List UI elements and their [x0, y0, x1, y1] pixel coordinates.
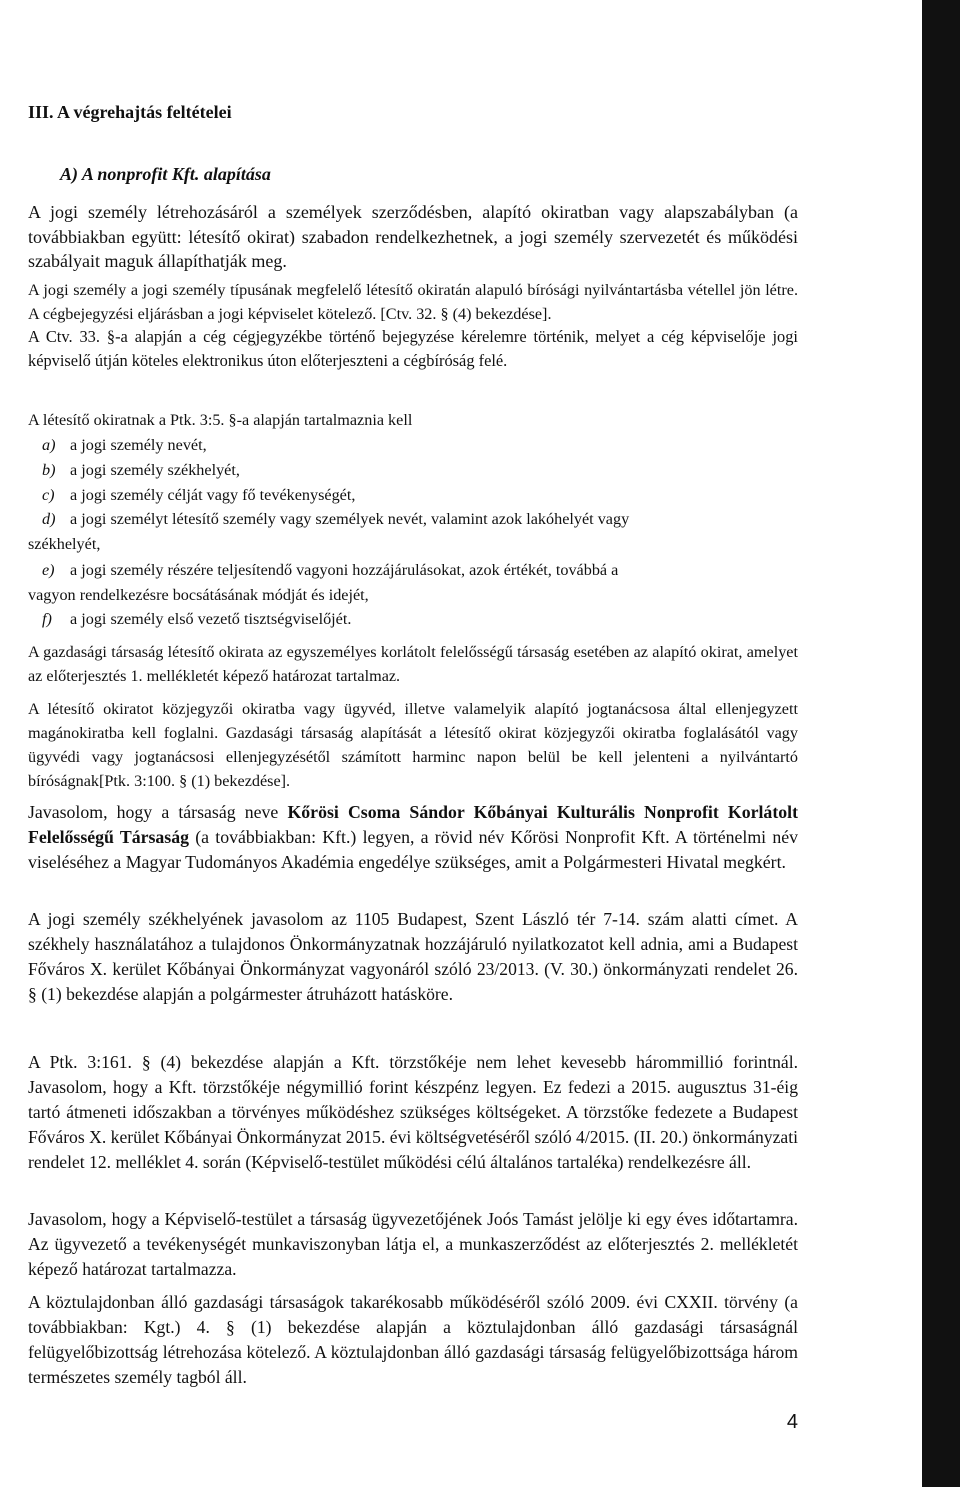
paragraph-legal-person-creation: A jogi személy létrehozásáról a személyek szerződésben, alapító okiratban vagy alapszabályban (a továbbiakban együtt: létesítő okirat) szabadon rendelkezhetnek, a jogi személy szervezetét és működési szabályait maguk állapíthatják meg. — [28, 202, 798, 271]
company-name-rest: (a továbbiakban: Kft.) legyen, a rövid név Kőrösi Nonprofit Kft. A történelmi név viseléséhez a Magyar Tudományos Akadémia engedélye szükséges, amit a Polgármesteri Hivatal megkért. — [28, 827, 798, 872]
list-item — [42, 558, 618, 582]
list-item-text: a jogi személy székhelyét, — [70, 461, 240, 479]
paragraph-ctv-33: A Ctv. 33. §-a alapján a cég cégjegyzékbe történő bejegyzése kérelemre történik, melyet a cég képviselője jogi képviselő útján köteles elektronikus úton előterjeszteni a cégbíróság felé. — [28, 327, 798, 370]
scan-edge-bar — [922, 0, 960, 1487]
list-item-continuation: vagyon rendelkezésre bocsátásának módját és idejét, — [28, 586, 369, 604]
list-item — [42, 607, 351, 631]
paragraph-share-capital: A Ptk. 3:161. § (4) bekezdése alapján a Kft. törzstőkéje nem lehet kevesebb hárommillió forintnál. Javasolom, hogy a Kft. törzstőkéje négymillió forint készpénz legyen. Ez fedezi a 2015. augusztus 31-éig tartó átmeneti időszakban a törvényes működéshez szükséges költségeket. A törzstőke fedezete a Budapest Főváros X. kerület Kőbányai Önkormányzat 2015. évi költségvetéséről szóló 4/2015. (II. 20.) önkormányzati rendelet 12. melléklet 4. során (Képviselő-testület működési célú általános tartaléka) rendelkezésre áll. — [28, 1052, 798, 1172]
list-item-label: e) — [42, 561, 55, 579]
paragraph-ptk-3-5: A létesítő okiratnak a Ptk. 3:5. §-a alapján tartalmaznia kell — [28, 411, 413, 429]
list-item-label: d) — [42, 510, 56, 528]
paragraph-company-name — [28, 800, 798, 875]
section-heading: III. A végrehajtás feltételei — [28, 102, 232, 122]
list-item-text: a jogi személy első vezető tisztségviselőjét. — [70, 610, 352, 628]
paragraph-registration: A jogi személy a jogi személy típusának megfelelő létesítő okiratán alapuló bírósági nyilvántartásba vétellel jön létre. A cégbejegyzési eljárásban a jogi képviselet kötelező. [Ctv. 32. § (4) bekezdése]. — [28, 281, 798, 323]
list-item-text: a jogi személyt létesítő személy vagy személyek nevét, valamint azok lakóhelyét vagy — [70, 510, 630, 528]
list-item — [42, 507, 629, 531]
company-name-intro: Javasolom, hogy a társaság neve — [28, 802, 288, 822]
paragraph-supervisory-board: A köztulajdonban álló gazdasági társaságok takarékosabb működéséről szóló 2009. évi CXXII. törvény (a továbbiakban: Kgt.) 4. § (1) bekezdése alapján a köztulajdonban álló gazdasági társaságnál felügyelőbizottság létrehozása kötelező. A köztulajdonban álló gazdasági társaság felügyelőbizottsága három természetes személy tagból áll. — [28, 1292, 798, 1387]
subsection-heading: A) A nonprofit Kft. alapítása — [60, 164, 271, 184]
list-item-label: b) — [42, 461, 56, 479]
paragraph-registered-office: A jogi személy székhelyének javasolom az 1105 Budapest, Szent László tér 7-14. szám alatti címet. A székhely használatához a tulajdonos Önkormányzatnak hozzájáruló nyilatkozatot kell adnia, ami a Budapest Főváros X. kerület Kőbányai Önkormányzat vagyonáról szóló 23/2013. (V. 30.) önkormányzati rendelet 26. § (1) bekezdése alapján a polgármester átruházott hatásköre. — [28, 909, 798, 1004]
list-item-text: a jogi személy célját vagy fő tevékenységét, — [70, 486, 356, 504]
list-item — [42, 458, 240, 482]
list-item-continuation: székhelyét, — [28, 535, 101, 553]
list-item-text: a jogi személy részére teljesítendő vagyoni hozzájárulásokat, azok értékét, továbbá a — [70, 561, 619, 579]
list-item-label: a) — [42, 436, 56, 454]
page-number: 4 — [786, 1411, 798, 1433]
list-item-label: f) — [42, 610, 52, 628]
list-item — [42, 433, 207, 457]
paragraph-notarial-deed: A létesítő okiratot közjegyzői okiratba vagy ügyvéd, illetve valamelyik alapító jogtanácsosa által ellenjegyzett magánokiratba kell foglalni. Gazdasági társaság alapítását a létesítő okirat közjegyzői okiratba foglalásától vagy ügyvédi vagy jogtanácsosi ellenjegyzésétől számított harminc napon belül be kell jelenteni a nyilvántartó bíróságnak[Ptk. 3:100. § (1) bekezdése]. — [28, 700, 798, 790]
paragraph-managing-director: Javasolom, hogy a Képviselő-testület a társaság ügyvezetőjének Joós Tamást jelölje ki egy éves időtartamra. Az ügyvezető a tevékenységét munkaviszonyban látja el, a munkaszerződést az előterjesztés 2. mellékletét képező határozat tartalmazza. — [28, 1209, 798, 1279]
paragraph-founding-document: A gazdasági társaság létesítő okirata az egyszemélyes korlátolt felelősségű társaság esetében az alapító okirat, amelyet az előterjesztés 1. mellékletét képező határozat tartalmaz. — [28, 643, 798, 685]
company-full-name: Kőrösi Csoma Sándor Kőbányai Kulturális Nonprofit Korlátolt Felelősségű Társaság — [28, 802, 798, 847]
list-item-label: c) — [42, 486, 55, 504]
list-item-text: a jogi személy nevét, — [70, 436, 207, 454]
list-item — [42, 483, 355, 507]
